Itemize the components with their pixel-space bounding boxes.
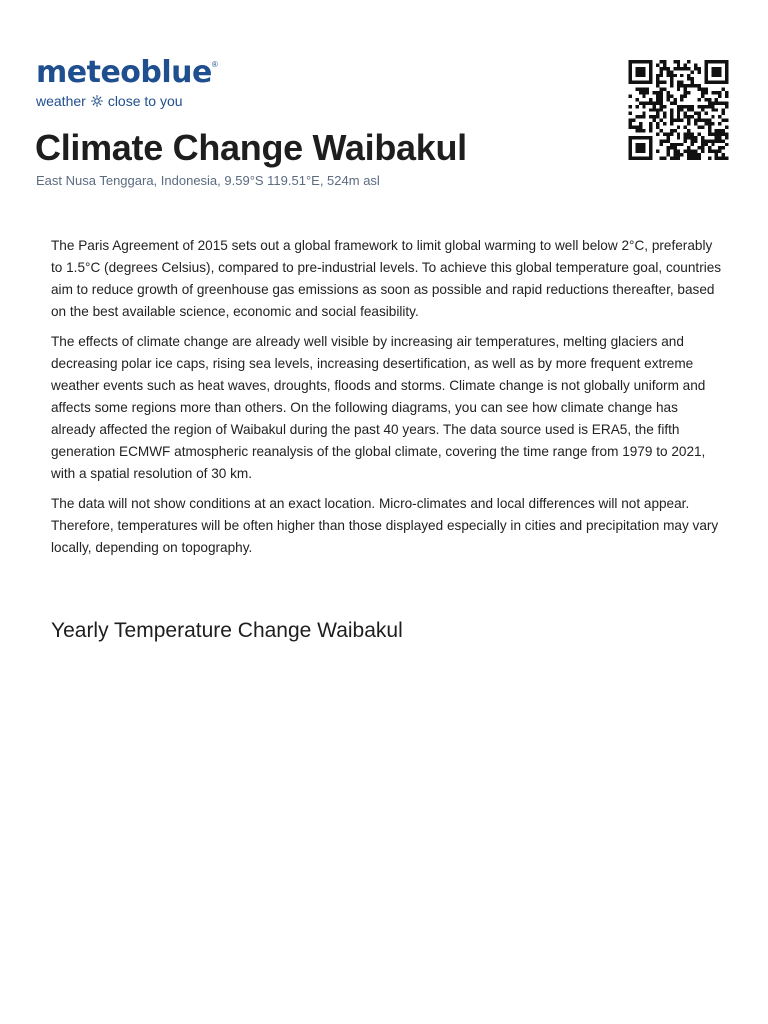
logo-wordmark: meteoblue <box>36 55 212 90</box>
intro-text <box>51 235 723 567</box>
paragraph-climate-effects: The effects of climate change are already well visible by increasing air temperatures, melting glaciers and decreasing polar ice caps, rising sea levels, increasing desertification, as well as by more frequent extreme weather events such as heat waves, droughts, floods and storms. Climate change is not globally uniform and affects some regions more than others. On the following diagrams, you can see how climate change has already affected the region of Waibakul during the past 40 years. The data source used is ERA5, the fifth generation ECMWF atmospheric reanalysis of the global climate, covering the time range from 1979 to 2021, with a spatial resolution of 30 km. <box>51 334 706 481</box>
paragraph-paris-agreement: The Paris Agreement of 2015 sets out a global framework to limit global warming to well below 2°C, preferably to 1.5°C (degrees Celsius), compared to pre-industrial levels. To achieve this global temperature goal, countries aim to reduce growth of greenhouse gas emissions as soon as possible and rapid reductions thereafter, based on the best available science, economic and social feasibility. <box>51 238 722 319</box>
sun-icon <box>91 95 103 107</box>
qr-code-icon[interactable] <box>626 60 731 160</box>
registered-mark: ® <box>211 60 218 69</box>
page-title: Climate Change Waibakul <box>35 127 467 168</box>
location-subtitle: East Nusa Tenggara, Indonesia, 9.59°S 119.51°E, 524m asl <box>36 173 380 188</box>
tagline-weather: weather <box>36 93 86 109</box>
section-title-yearly-temperature: Yearly Temperature Change Waibakul <box>51 619 403 642</box>
tagline-close-to-you: close to you <box>107 93 183 109</box>
logo-tagline <box>36 92 218 110</box>
paragraph-data-disclaimer: The data will not show conditions at an exact location. Micro-climates and local differences will not appear. Therefore, temperatures will be often higher than those displayed especially in cities and precipitation may vary locally, depending on topography. <box>51 496 719 555</box>
meteoblue-logo[interactable] <box>36 56 218 110</box>
